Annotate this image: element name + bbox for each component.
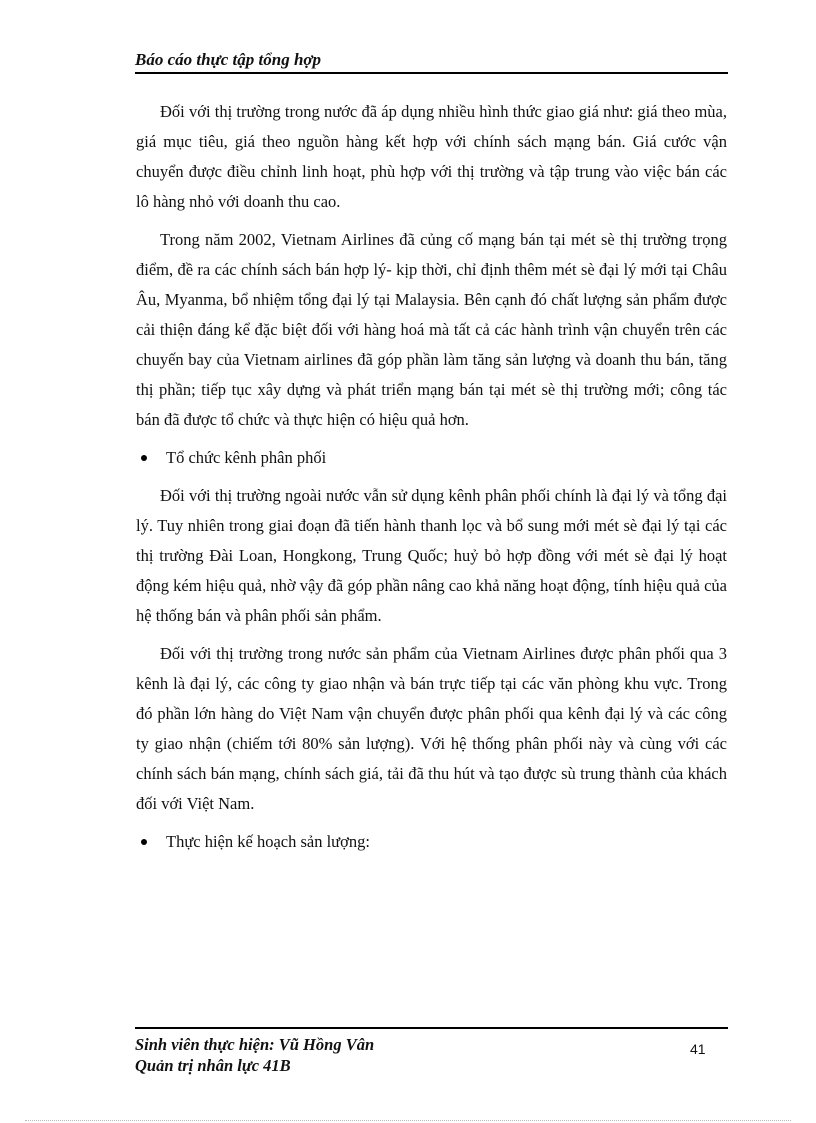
paragraph-2002-sales-network: Trong năm 2002, Vietnam Airlines đã củng cố mạng bán tại mét sè thị trường trọng điểm, đề ra các chính sách bán hợp lý- kịp thời, chỉ định thêm mét sè đại lý mới tại Châu Âu, Myanma, bổ nhiệm tổng đại lý tại Malaysia. Bên cạnh đó chất lượng sản phẩm được cải thiện đáng kể đặc biệt đối với hàng hoá mà tất cả các hành trình vận chuyển trên các chuyến bay của Vietnam airlines đã góp phần làm tăng sản lượng và doanh thu bán, tăng thị phần; tiếp tục xây dựng và phát triển mạng bán tại mét sè thị trường mới; công tác bán đã được tổ chức và thực hiện có hiệu quả hơn. — [136, 230, 727, 429]
page-number: 41 — [690, 1041, 706, 1057]
bullet-label: Thực hiện kế hoạch sản lượng: — [166, 832, 370, 851]
bullet-distribution-channel — [136, 443, 727, 473]
bullet-dot-icon — [141, 455, 147, 461]
page-bottom-border — [25, 1120, 791, 1121]
document-body — [136, 97, 727, 865]
page-header: Báo cáo thực tập tổng hợp — [135, 50, 728, 74]
paragraph-domestic-distribution: Đối với thị trường trong nước sản phẩm của Vietnam Airlines được phân phối qua 3 kênh là đại lý, các công ty giao nhận và bán trực tiếp tại các văn phòng khu vực. Trong đó phần lớn hàng do Việt Nam vận chuyển được phân phối qua kênh đại lý và các công ty giao nhận (chiếm tới 80% sản lượng). Với hệ thống phân phối này và cùng với các chính sách bán mạng, chính sách giá, tải đã thu hút và tạo được sù trung thành của khách đối với Việt Nam. — [136, 644, 727, 813]
bullet-label: Tổ chức kênh phân phối — [166, 448, 327, 467]
footer-student-name: Sinh viên thực hiện: Vũ Hồng Vân — [135, 1035, 375, 1054]
paragraph-foreign-market: Đối với thị trường ngoài nước vẫn sử dụng kênh phân phối chính là đại lý và tổng đại lý. Tuy nhiên trong giai đoạn đã tiến hành thanh lọc và bổ sung mới mét sè đại lý tại các thị trường Đài Loan, Hongkong, Trung Quốc; huỷ bỏ hợp đồng với mét sè đại lý hoạt động kém hiệu quả, nhờ vậy đã góp phần nâng cao khả năng hoạt động, tính hiệu quả của hệ thống bán và phân phối sản phẩm. — [136, 486, 727, 625]
footer-class: Quản trị nhân lực 41B — [135, 1056, 291, 1075]
page-footer — [135, 1034, 374, 1076]
bullet-production-plan — [136, 827, 727, 857]
paragraph-domestic-pricing: Đối với thị trường trong nước đã áp dụng nhiều hình thức giao giá như: giá theo mùa, giá mục tiêu, giá theo nguồn hàng kết hợp với chính sách mạng bán. Giá cước vận chuyển được điều chỉnh linh hoạt, phù hợp với thị trường và tập trung vào việc bán các lô hàng nhỏ với doanh thu cao. — [136, 102, 727, 211]
footer-divider — [135, 1027, 728, 1029]
bullet-dot-icon — [141, 839, 147, 845]
